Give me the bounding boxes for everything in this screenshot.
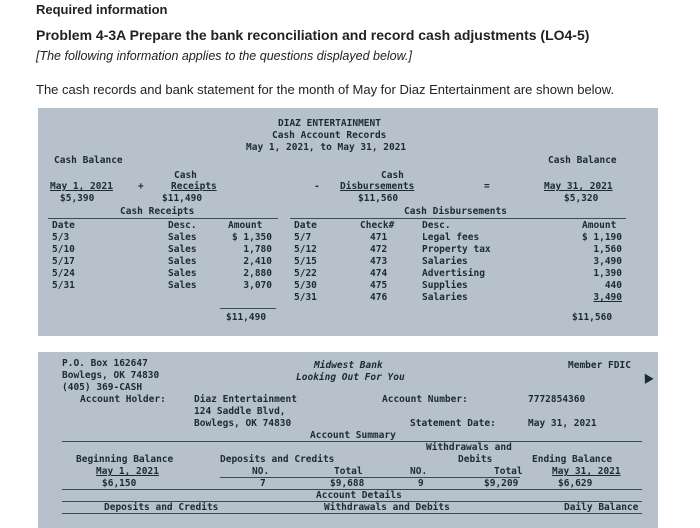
receipt-desc: Sales (168, 256, 197, 267)
beginning-balance-date: May 1, 2021 (96, 466, 159, 477)
receipts-total-line: $11,490 (226, 312, 267, 323)
deposits-total-label: Total (334, 466, 363, 477)
bank-slogan: Looking Out For You (296, 372, 405, 383)
ending-balance-date: May 31, 2021 (552, 466, 621, 477)
withdrawals-total-label: Total (494, 466, 523, 477)
receipt-amount: $ 1,350 (231, 232, 272, 243)
ending-balance-amount: $6,629 (558, 478, 593, 489)
receipt-amount: 1,780 (243, 244, 272, 255)
receipt-desc: Sales (168, 244, 197, 255)
required-info-heading: Required information (36, 2, 168, 17)
beginning-balance-label: Beginning Balance (76, 454, 174, 465)
disb-check: 475 (370, 280, 388, 291)
withdrawals-label-1: Withdrawals and (426, 442, 512, 453)
disb-amount: 1,560 (593, 244, 622, 255)
beginning-balance-amount: $6,150 (102, 478, 137, 489)
receipt-amount: 2,410 (243, 256, 272, 267)
disb-date: 5/15 (294, 256, 317, 267)
cash-disbursements-heading: Cash Disbursements (404, 206, 507, 217)
begin-amount: $5,390 (60, 193, 95, 204)
receipts-label: Receipts (171, 181, 217, 192)
statement-date: May 31, 2021 (528, 418, 597, 429)
disbursements-total-line: $11,560 (572, 312, 613, 323)
disb-date: 5/22 (294, 268, 317, 279)
statement-date-label: Statement Date: (410, 418, 496, 429)
member-fdic: Member FDIC (568, 360, 631, 371)
deposits-no-label: NO. (252, 466, 270, 477)
disb-check: 476 (370, 292, 388, 303)
holder-label: Account Holder: (80, 394, 166, 405)
disb-col-desc: Desc. (422, 220, 451, 231)
problem-intro: The cash records and bank statement for the month of May for Diaz Entertainment are shown below. (36, 82, 615, 97)
disb-desc: Property tax (422, 244, 491, 255)
receipts-cash-label: Cash (174, 170, 197, 181)
disb-amount: $ 1,190 (581, 232, 622, 243)
details-withdrawals-header: Withdrawals and Debits (324, 502, 450, 513)
end-date: May 31, 2021 (544, 181, 613, 192)
cash-balance-left-label: Cash Balance (54, 155, 123, 166)
receipt-date: 5/3 (52, 232, 70, 243)
disb-amount: 3,490 (593, 292, 622, 303)
details-daily-balance-header: Daily Balance (564, 502, 639, 513)
mouse-cursor-icon (640, 371, 653, 384)
holder-name: Diaz Entertainment (194, 394, 297, 405)
holder-addr2: Bowlegs, OK 74830 (194, 418, 292, 429)
receipt-desc: Sales (168, 280, 197, 291)
withdrawals-total: $9,209 (484, 478, 519, 489)
problem-note: [The following information applies to the questions displayed below.] (36, 49, 412, 63)
withdrawals-label-2: Debits (458, 454, 493, 465)
end-amount: $5,320 (564, 193, 599, 204)
disb-desc: Salaries (422, 292, 468, 303)
disb-amount: 440 (604, 280, 622, 291)
account-details-label: Account Details (316, 490, 402, 501)
receipts-col-date: Date (52, 220, 75, 231)
records-subtitle: Cash Account Records (272, 130, 387, 141)
deposits-total: $9,688 (330, 478, 365, 489)
receipts-col-amount: Amount (228, 220, 263, 231)
receipt-date: 5/31 (52, 280, 75, 291)
bank-statement-image (38, 352, 658, 528)
disb-desc: Supplies (422, 280, 468, 291)
receipt-date: 5/10 (52, 244, 75, 255)
ending-balance-label: Ending Balance (532, 454, 613, 465)
deposits-no: 7 (260, 478, 266, 489)
holder-addr1: 124 Saddle Blvd, (194, 406, 286, 417)
bank-po-box: P.O. Box 162647 (62, 358, 148, 369)
minus-sign: - (314, 181, 320, 192)
disbursements-label: Disbursements (340, 181, 415, 192)
problem-title: Problem 4-3A Prepare the bank reconciliation and record cash adjustments (LO4-5) (36, 27, 590, 43)
disb-check: 474 (370, 268, 388, 279)
receipt-date: 5/17 (52, 256, 75, 267)
disb-check: 472 (370, 244, 388, 255)
disb-desc: Legal fees (422, 232, 480, 243)
bank-city: Bowlegs, OK 74830 (62, 370, 160, 381)
bank-phone: (405) 369-CASH (62, 382, 143, 393)
disb-check: 471 (370, 232, 388, 243)
records-period: May 1, 2021, to May 31, 2021 (246, 142, 407, 153)
disb-date: 5/7 (294, 232, 312, 243)
details-deposits-header: Deposits and Credits (104, 502, 219, 513)
cash-records-image (38, 108, 658, 336)
receipt-amount: 2,880 (243, 268, 272, 279)
bank-name: Midwest Bank (314, 360, 383, 371)
account-number-label: Account Number: (382, 394, 468, 405)
withdrawals-no: 9 (418, 478, 424, 489)
disb-check: 473 (370, 256, 388, 267)
disbursements-total: $11,560 (358, 193, 399, 204)
disb-cash-label: Cash (381, 170, 404, 181)
receipts-total: $11,490 (162, 193, 203, 204)
equals-sign: = (484, 181, 490, 192)
disb-col-date: Date (294, 220, 317, 231)
disb-date: 5/31 (294, 292, 317, 303)
receipts-col-desc: Desc. (168, 220, 197, 231)
disb-desc: Salaries (422, 256, 468, 267)
disb-amount: 1,390 (593, 268, 622, 279)
withdrawals-no-label: NO. (410, 466, 428, 477)
records-company: DIAZ ENTERTAINMENT (278, 118, 381, 129)
account-summary-label: Account Summary (310, 430, 396, 441)
receipt-amount: 3,070 (243, 280, 272, 291)
disb-col-check: Check# (360, 220, 395, 231)
disb-desc: Advertising (422, 268, 485, 279)
disb-date: 5/12 (294, 244, 317, 255)
disb-amount: 3,490 (593, 256, 622, 267)
disb-col-amount: Amount (582, 220, 617, 231)
disb-date: 5/30 (294, 280, 317, 291)
cash-balance-right-label: Cash Balance (548, 155, 617, 166)
plus-sign: + (138, 181, 144, 192)
account-number: 7772854360 (528, 394, 586, 405)
deposits-credits-label: Deposits and Credits (220, 454, 335, 465)
receipt-desc: Sales (168, 268, 197, 279)
cash-receipts-heading: Cash Receipts (120, 206, 195, 217)
receipt-date: 5/24 (52, 268, 75, 279)
receipt-desc: Sales (168, 232, 197, 243)
begin-date: May 1, 2021 (50, 181, 113, 192)
